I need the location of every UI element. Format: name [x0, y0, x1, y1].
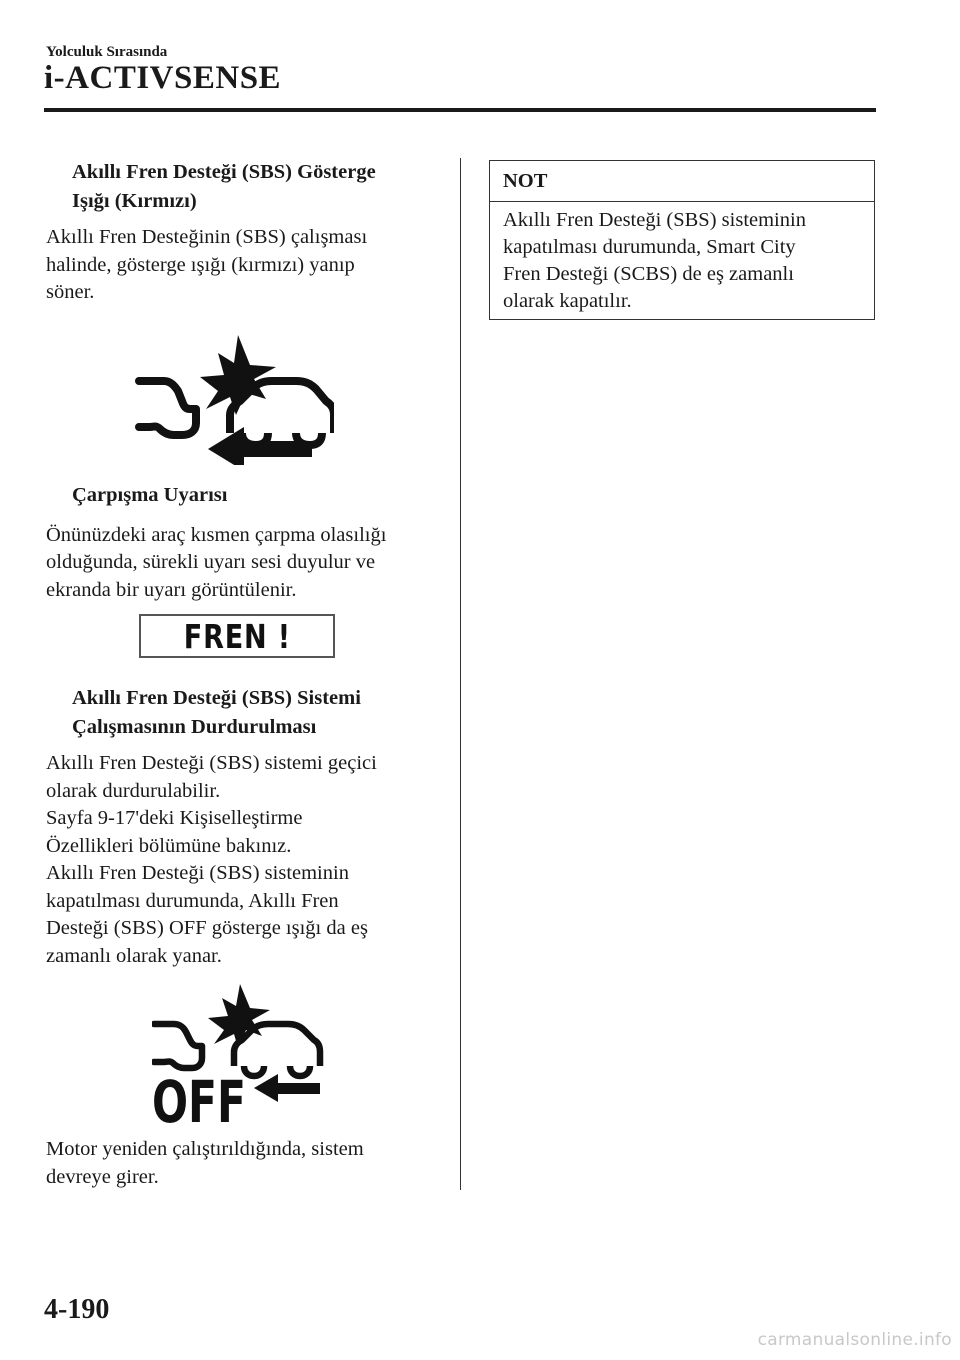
note-title: NOT	[490, 161, 874, 202]
off-label: OFF	[152, 1068, 246, 1124]
heading-line: Akıllı Fren Desteği (SBS) Sistemi	[72, 687, 361, 709]
sbs-off-icon	[152, 984, 324, 1124]
text-line: söner.	[46, 281, 95, 303]
heading-line: Çarpışma Uyarısı	[72, 483, 228, 506]
text-line: kapatılması durumunda, Akıllı Fren	[46, 889, 339, 912]
heading-line: Işığı (Kırmızı)	[72, 190, 197, 212]
text-line: olarak durdurulabilir.	[46, 779, 221, 802]
header-rule	[44, 108, 876, 112]
paragraph-sbs-indicator	[46, 224, 441, 307]
left-column	[46, 158, 441, 1191]
text-line: Sayfa 9-17'deki Kişiselleştirme	[46, 807, 303, 829]
text-line: Önünüzdeki araç kısmen çarpma olasılığı	[46, 523, 387, 546]
text-line: zamanlı olarak yanar.	[46, 944, 222, 967]
sbs-collision-warning-icon	[134, 335, 334, 465]
note-body	[490, 202, 874, 315]
paragraph-collision-warning	[46, 522, 441, 605]
note-line: kapatılması durumunda, Smart City	[503, 236, 796, 258]
column-divider	[460, 158, 461, 1190]
paragraph-sbs-stop	[46, 750, 441, 970]
heading-line: Çalışmasının Durdurulması	[72, 716, 317, 738]
text-line: Desteği (SBS) OFF gösterge ışığı da eş	[46, 917, 368, 939]
note-line: olarak kapatılır.	[503, 290, 632, 312]
text-line: Akıllı Fren Desteğinin (SBS) çalışması	[46, 226, 368, 248]
text-line: Akıllı Fren Desteği (SBS) sisteminin	[46, 862, 349, 884]
section-label: Yolculuk Sırasında	[46, 44, 168, 60]
page-number: 4-190	[44, 1294, 110, 1325]
watermark: carmanualsonline.info	[757, 1330, 952, 1350]
paragraph-restart	[46, 1136, 441, 1191]
text-line: Özellikleri bölümüne bakınız.	[46, 834, 292, 857]
text-line: halinde, gösterge ışığı (kırmızı) yanıp	[46, 253, 355, 276]
text-line: olduğunda, sürekli uyarı sesi duyulur ve	[46, 551, 376, 573]
fren-display-text: FREN !	[183, 616, 291, 656]
chapter-title: i-ACTIVSENSE	[44, 60, 282, 96]
note-line: Fren Desteği (SCBS) de eş zamanlı	[503, 263, 794, 285]
note-line: Akıllı Fren Desteği (SBS) sisteminin	[503, 209, 806, 231]
heading-collision-warning	[46, 481, 441, 510]
text-line: Motor yeniden çalıştırıldığında, sistem	[46, 1138, 364, 1160]
note-box	[489, 160, 875, 320]
text-line: devreye girer.	[46, 1165, 159, 1188]
heading-sbs-indicator	[46, 158, 441, 216]
text-line: ekranda bir uyarı görüntülenir.	[46, 578, 297, 601]
heading-sbs-stop	[46, 684, 441, 742]
heading-line: Akıllı Fren Desteği (SBS) Gösterge	[72, 161, 376, 183]
fren-display-warning	[139, 614, 335, 658]
text-line: Akıllı Fren Desteği (SBS) sistemi geçici	[46, 752, 377, 774]
